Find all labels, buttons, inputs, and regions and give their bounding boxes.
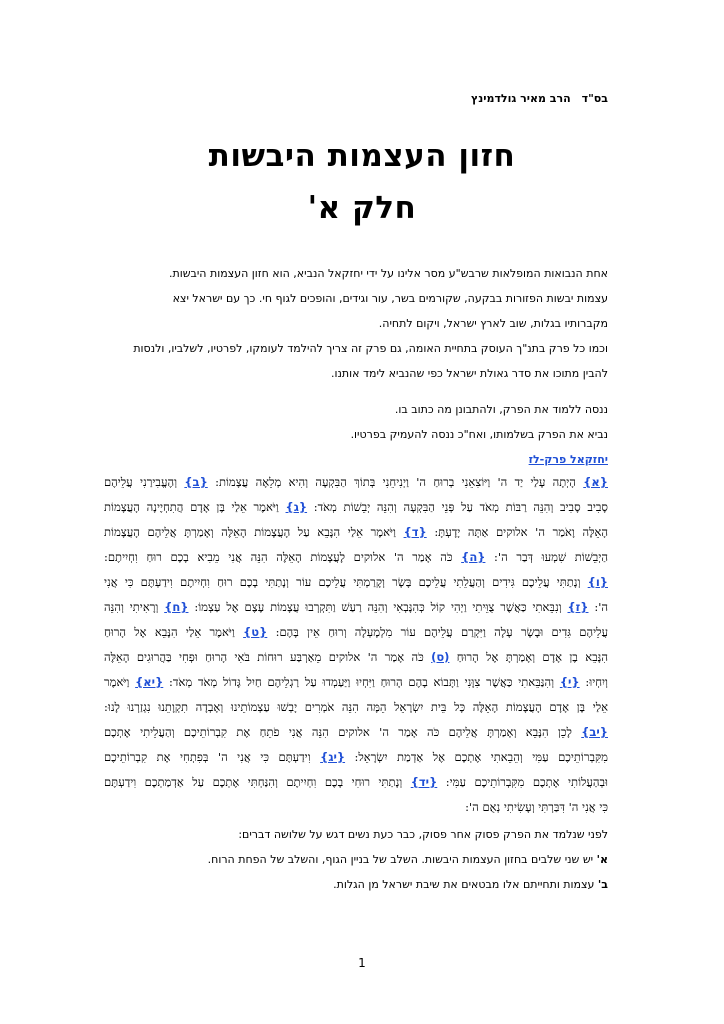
verse-text: וְיִחְיוּ: <box>579 675 608 689</box>
verse-text: וַיֹּאמֶר אֵלַי בֶּן אָדָם הֲתִחְיֶינָה הָעֲצָמוֹת <box>104 500 286 514</box>
verse-number-link[interactable]: {יד} <box>410 775 438 789</box>
verses-block <box>104 470 608 820</box>
verse-line <box>104 720 608 745</box>
page-header <box>116 92 608 112</box>
intro-paragraph <box>104 261 608 386</box>
verse-text: אֵלַי בֶּן אָדָם הָעֲצָמוֹת הָאֵלֶּה כָּל בֵּית יִשְׂרָאֵל הֵמָּה הִנֵּה אֹמְרִים יָבְשׁוּ עַצְמוֹתֵינוּ וְאָבְדָה תִקְוָתֵנוּ נִגְזַרְנוּ לָנוּ: <box>104 700 608 714</box>
verse-line <box>104 795 608 820</box>
page-title: חזון העצמות היבשות <box>208 138 516 174</box>
verse-text: וְהֶעֱבִירַנִי עֲלֵיהֶם <box>104 475 185 489</box>
verse-line <box>104 520 608 545</box>
verse-number-link[interactable]: {ו} <box>587 575 608 589</box>
verse-line <box>104 470 608 495</box>
verse-text: עֲלֵיהֶם גִּדִים וּבָשָׂר עָלָה וַיִּקְרַם עֲלֵיהֶם עוֹר מִלְמָעְלָה וְרוּחַ אֵין בָּהֶם: <box>267 625 608 639</box>
verse-number-link[interactable]: {א} <box>583 475 608 489</box>
point-letter: ב' <box>597 878 608 891</box>
verse-text: וְנָתַתִּי עֲלֵיכֶם גִּידִים וְהַעֲלֵתִי עֲלֵיכֶם בָּשָׂר וְקָרַמְתִּי עֲלֵיכֶם עוֹר וְנָתַתִּי בָכֶם רוּחַ וִחְיִיתֶם וִידַעְתֶּם כִּי אֲנִי <box>104 575 588 589</box>
verse-text: לָכֵן הִנָּבֵא וְאָמַרְתָּ אֲלֵיהֶם כֹּה אָמַר ה' אלוקים הִנֵּה אֲנִי פֹתֵחַ אֶת קִבְרוֹתֵיכֶם וְהַעֲלֵיתִי אֶתְכֶם <box>104 725 582 739</box>
verse-number-link[interactable]: {יג} <box>320 750 346 764</box>
bsd-mark: בס"ד <box>581 92 608 105</box>
page-number: 1 <box>358 956 366 970</box>
verse-text: הָאֵלֶּה וָאֹמַר ה' אלוקים אַתָּה יָדָעְתָּ: <box>426 525 608 539</box>
page-subtitle: חלק א' <box>307 190 417 226</box>
verse-text: כִּי אֲנִי ה' דִּבַּרְתִּי וְעָשִׂיתִי נְאֻם ה': <box>465 800 608 814</box>
verse-text: מִקִּבְרוֹתֵיכֶם עַמִּי וְהֵבֵאתִי אֶתְכֶם אֶל אַדְמַת יִשְׂרָאֵל: <box>345 750 608 764</box>
verse-number-link[interactable]: {יב} <box>581 725 608 739</box>
verse-text: וְנָתַתִּי רוּחִי בָכֶם וִחְיִיתֶם וְהִנַּחְתִּי אֶתְכֶם עַל אַדְמַתְכֶם וִידַעְתֶּם <box>104 775 411 789</box>
verse-text: וַיֹּאמֶר <box>104 675 136 689</box>
points-intro: לפני שנלמד את הפרק פסוק אחר פסוק, כבר כעת נשים דגש על שלושה דברים: <box>238 828 608 841</box>
text-line: ננסה ללמוד את הפרק, ולהתבונן מה כתוב בו. <box>394 403 608 416</box>
point-item <box>104 872 608 897</box>
verse-text: וִידַעְתֶּם כִּי אֲנִי ה' בְּפִתְחִי אֶת קִבְרוֹתֵיכֶם <box>104 750 321 764</box>
author-name: הרב מאיר גולדמינץ <box>471 92 571 105</box>
verse-text: סָבִיב סָבִיב וְהִנֵּה רַבּוֹת מְאֹד עַל פְּנֵי הַבִּקְעָה וְהִנֵּה יְבֵשׁוֹת מְאֹד: <box>307 500 608 514</box>
verse-number-link[interactable]: {ד} <box>403 525 427 539</box>
point-text: יש שני שלבים בחזון העצמות היבשות. השלב של בניין הגוף, והשלב של הפחת הרוח. <box>207 853 597 866</box>
verse-line <box>104 545 608 570</box>
point-text: עצמות ותחייתם אלו מבטאים את שיבת ישראל מן הגלות. <box>333 878 598 891</box>
source-reference-link[interactable]: יחזקאל פרק-לז <box>528 453 608 466</box>
verse-text: כֹּה אָמַר ה' אלוקים לָעֲצָמוֹת הָאֵלֶּה הִנֵּה אֲנִי מֵבִיא בָכֶם רוּחַ וִחְיִיתֶם: <box>104 550 462 564</box>
verse-text: וַיֹּאמֶר אֵלַי הִנָּבֵא אֶל הָרוּחַ <box>104 625 244 639</box>
verse-text: וּבְהַעֲלוֹתִי אֶתְכֶם מִקִּבְרוֹתֵיכֶם עַמִּי: <box>437 775 608 789</box>
verse-text: כֹּה אָמַר ה' אלוקים מֵאַרְבַּע רוּחוֹת בֹּאִי הָרוּחַ וּפְחִי בַּהֲרוּגִים הָאֵלֶּה <box>104 650 432 664</box>
verse-line <box>104 770 608 795</box>
verse-number-link[interactable]: {י} <box>559 675 580 689</box>
verse-number-link[interactable]: (ס) <box>431 650 450 664</box>
verse-text: וַיֹּאמֶר אֵלַי הִנָּבֵא עַל הָעֲצָמוֹת הָאֵלֶּה וְאָמַרְתָּ אֲלֵיהֶם הָעֲצָמוֹת <box>104 525 404 539</box>
verse-line <box>104 670 608 695</box>
text-line: וכמו כל פרק בתנ"ך העוסק בתחיית האומה, גם פרק זה צריך להילמד לעומקו, לפרטיו, לשלביו, ולנסות <box>133 342 608 355</box>
text-line: עצמות יבשות הפזורות בבקעה, שקורמים בשר, עור וגידים, והופכים לגוף חי. כך עם ישראל יצא <box>172 292 608 305</box>
text-line: נביא את הפרק בשלמותו, ואח"כ ננסה להעמיק בפרטיו. <box>350 428 608 441</box>
verse-line <box>104 595 608 620</box>
verse-number-link[interactable]: {ז} <box>567 600 589 614</box>
verse-text: וְנִבֵּאתִי כַּאֲשֶׁר צֻוֵּיתִי וַיְהִי קוֹל כְּהִנָּבְאִי וְהִנֵּה רַעַשׁ וַתִּקְרְבוּ עֲצָמוֹת עֶצֶם אֶל עַצְמוֹ: <box>188 600 568 614</box>
verse-line <box>104 620 608 645</box>
text-line: מקברותיו בגלות, שוב לארץ ישראל, ויקום לתחיה. <box>378 317 608 330</box>
verse-text: וְהִנַּבֵּאתִי כַּאֲשֶׁר צִוָּנִי וַתָּבוֹא בָהֶם הָרוּחַ וַיִּחְיוּ וַיַּעַמְדוּ עַל רַגְלֵיהֶם חַיִל גָּדוֹל מְאֹד מְאֹד: <box>163 675 560 689</box>
verse-text: הִנָּבֵא בֶן אָדָם וְאָמַרְתָּ אֶל הָרוּחַ <box>449 650 608 664</box>
verse-text: וְרָאִיתִי וְהִנֵּה <box>104 600 165 614</box>
verse-line <box>104 745 608 770</box>
verse-number-link[interactable]: {ג} <box>285 500 308 514</box>
verse-number-link[interactable]: {יא} <box>135 675 164 689</box>
key-points <box>104 822 608 897</box>
verse-line <box>104 695 608 720</box>
verse-text: הָיְתָה עָלַי יַד ה' וַיּוֹצִאֵנִי בְרוּחַ ה' וַיְנִיחֵנִי בְּתוֹךְ הַבִּקְעָה וְהִיא מְלֵאָה עֲצָמוֹת: <box>207 475 584 489</box>
verse-text: ה': <box>588 600 608 614</box>
verse-number-link[interactable]: {ב} <box>184 475 208 489</box>
point-item <box>104 847 608 872</box>
verse-text: הַיְבֵשׁוֹת שִׁמְעוּ דְּבַר ה': <box>485 550 608 564</box>
text-line: אחת הנבואות המופלאות שרבש"ע מסר אלינו על ידי יחזקאל הנביא, הוא חזון העצמות היבשות. <box>168 267 608 280</box>
verse-number-link[interactable]: {ח} <box>164 600 189 614</box>
verse-number-link[interactable]: {ט} <box>243 625 268 639</box>
verse-line <box>104 570 608 595</box>
point-letter: א' <box>596 853 608 866</box>
method-paragraph <box>104 397 608 472</box>
verse-line <box>104 645 608 670</box>
verse-number-link[interactable]: {ה} <box>461 550 486 564</box>
verse-line <box>104 495 608 520</box>
text-line: להבין מתוכו את סדר גאולת ישראל כפי שהנביא לימד אותנו. <box>331 367 608 380</box>
